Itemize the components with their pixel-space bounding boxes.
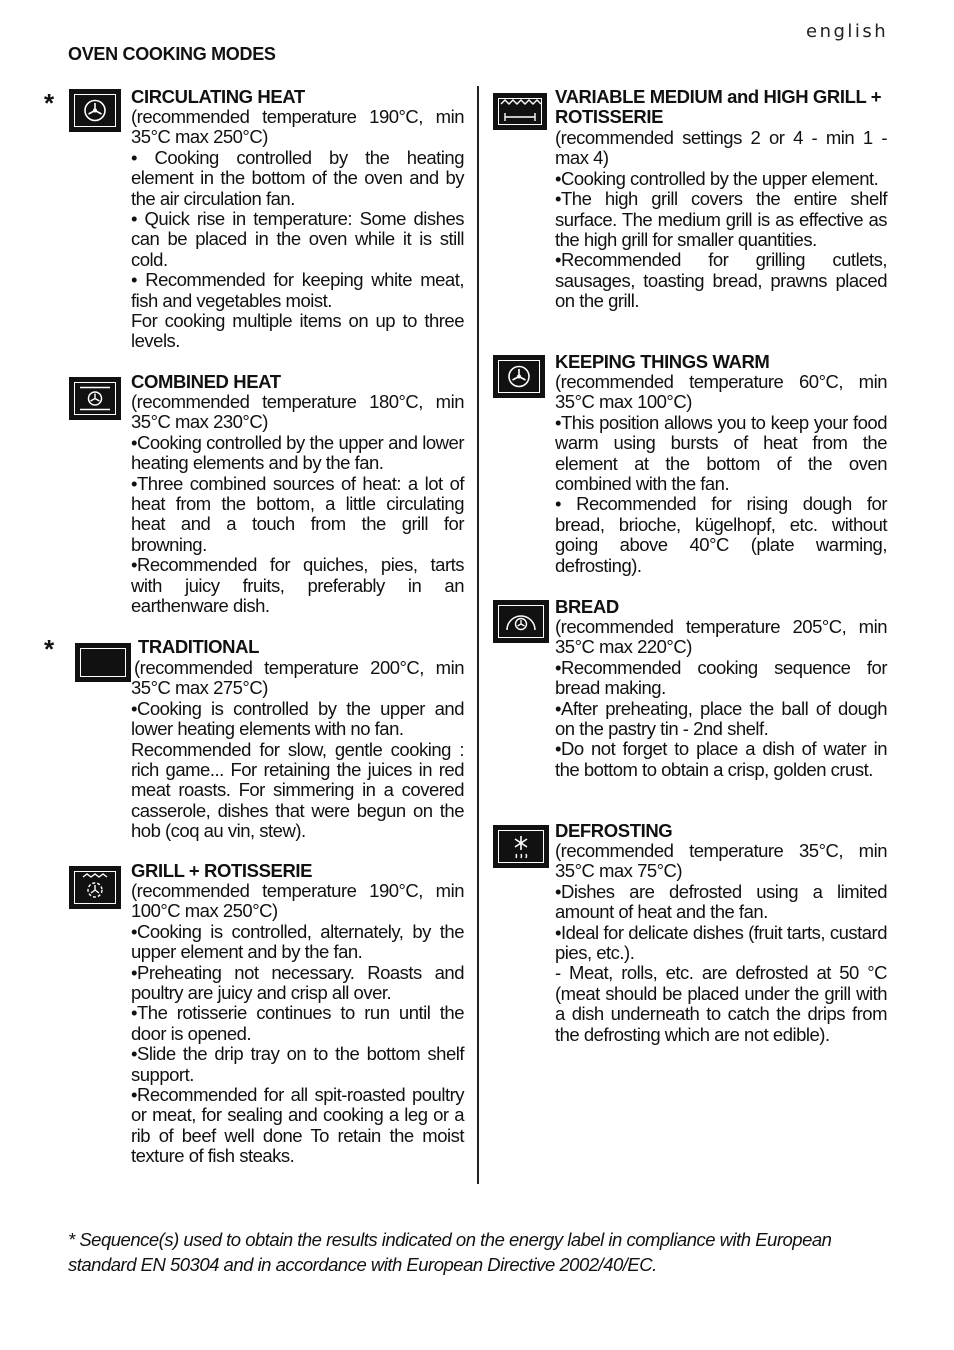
fan-with-ring-icon — [493, 355, 545, 398]
mode-grill-rotisserie — [131, 861, 464, 1167]
mode-title: KEEPING THINGS WARM — [555, 351, 770, 372]
energy-label-marker: * — [44, 88, 55, 118]
fan-with-top-bottom-elements-icon — [69, 377, 121, 420]
mode-description: (recommended temperature 35°C, min 35°C max 75°C) •Dishes are defrosted using a limited amount of heat and the fan. •Ideal for delicate dishes (fruit tarts, custard pies, etc.). - Meat, rolls, etc. are defrosted at 50 °C (meat should be placed under the grill with a dish underneath to catch the drips from the defrosting which are not edible). — [555, 840, 887, 1045]
mode-title: CIRCULATING HEAT — [131, 86, 305, 107]
top-bottom-elements-icon — [75, 643, 131, 682]
language-label: english — [806, 21, 889, 42]
bread-fan-icon — [493, 600, 549, 643]
page-title: OVEN COOKING MODES — [68, 44, 276, 64]
mode-title: TRADITIONAL — [138, 636, 259, 657]
variable-grill-icon — [493, 93, 547, 130]
mode-traditional — [131, 658, 464, 842]
snowflake-drops-icon — [493, 825, 549, 868]
mode-variable-grill — [555, 128, 887, 312]
mode-traditional-title — [138, 637, 464, 657]
mode-description: (recommended temperature 60°C, min 35°C max 100°C) •This position allows you to keep your food warm using bursts of heat from the element at the bottom of the oven combined with the fan. • Recommended for rising dough for bread, brioche, kügelhopf, etc. without going above 40°C (plate warming, defrosting). — [555, 371, 887, 576]
mode-description: (recommended temperature 190°C, min 35°C max 250°C) • Cooking controlled by the heating element in the bottom of the oven and by the air circulation fan. • Quick rise in temperature: Some dishes can be placed in the oven while it is still cold. • Recommended for keeping white meat, fish and vegetables moist. For cooking multiple items on up to three levels. — [131, 106, 464, 352]
mode-title: DEFROSTING — [555, 820, 673, 841]
mode-description: (recommended temperature 190°C, min 100°C max 250°C) •Cooking is controlled, alternately, by the upper element and by the fan. •Preheating not necessary. Roasts and poultry are juicy and crisp all over. •The rotisserie continues to run until the door is opened. •Slide the drip tray on to the bottom shelf support. •Recommended for all spit-roasted poultry or meat, for sealing and cooking a leg or a rib of beef well done To retain the moist texture of fish steaks. — [131, 880, 464, 1167]
mode-title: COMBINED HEAT — [131, 371, 281, 392]
mode-bread — [555, 597, 887, 780]
grill-fan-icon — [69, 866, 121, 909]
fan-with-ring-icon — [69, 89, 121, 132]
mode-title: BREAD — [555, 596, 619, 617]
mode-defrosting — [555, 821, 887, 1045]
mode-combined-heat — [131, 372, 464, 616]
mode-title: VARIABLE MEDIUM and HIGH GRILL + ROTISSERIE — [555, 86, 882, 127]
mode-circulating-heat — [131, 87, 464, 352]
mode-description: (recommended temperature 205°C, min 35°C max 220°C) •Recommended cooking sequence for bread making. •After preheating, place the ball of dough on the pastry tin - 2nd shelf. •Do not forget to place a dish of water in the bottom to obtain a crisp, golden crust. — [555, 616, 887, 780]
energy-label-marker: * — [44, 634, 55, 664]
mode-variable-grill-title — [555, 87, 887, 127]
mode-title: GRILL + ROTISSERIE — [131, 860, 313, 881]
mode-description: (recommended settings 2 or 4 - min 1 - max 4) •Cooking controlled by the upper element. •The high grill covers the entire shelf surface. The medium grill is as effective as the high grill for smaller quantities. •Recommended for grilling cutlets, sausages, toasting bread, prawns placed on the grill. — [555, 127, 887, 312]
column-divider — [477, 86, 479, 1184]
mode-description: (recommended temperature 200°C, min 35°C max 275°C) •Cooking is controlled by the upper and lower heating elements with no fan. Recommended for slow, gentle cooking : rich game... For retaining the juices in red meat roasts. For simmering in a covered casserole, dishes that were begun on the hob (coq au vin, stew). — [131, 657, 464, 842]
energy-label-footnote: * Sequence(s) used to obtain the results indicated on the energy label in compliance with European standard EN 50304 and in accordance with European Directive 2002/40/EC. — [68, 1229, 832, 1275]
mode-description: (recommended temperature 180°C, min 35°C max 230°C) •Cooking controlled by the upper and lower heating elements and by the fan. •Three combined sources of heat: a lot of heat from the bottom, a little circulating heat and a touch from the grill for browning. •Recommended for quiches, pies, tarts with juicy fruits, preferably in an earthenware dish. — [131, 391, 464, 617]
mode-keeping-warm — [555, 352, 887, 576]
